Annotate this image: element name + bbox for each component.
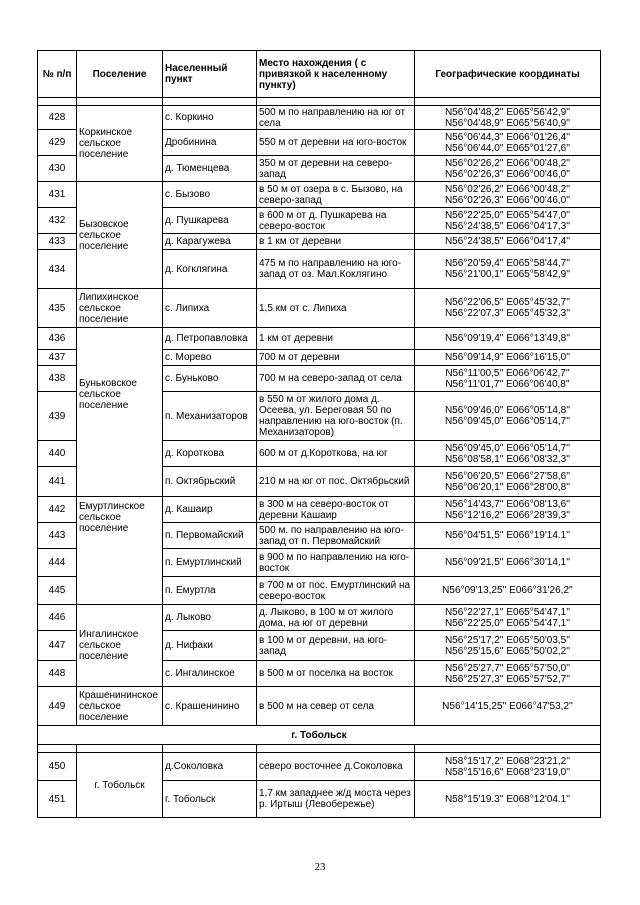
place-cell: п. Октябрьский xyxy=(163,467,257,497)
coords-cell: N58°15'17,2'' E068°23'21,2'' N58°15'16,6'' E068°23'19,0'' xyxy=(415,753,601,781)
row-num: 451 xyxy=(38,781,77,818)
table-header-row xyxy=(38,51,601,98)
location-cell: 350 м от деревни на северо-запад xyxy=(257,156,415,182)
location-cell: в 50 м от озера в с. Бызово, на северо-запад xyxy=(257,182,415,208)
section-title-tobolsk: г. Тобольск xyxy=(38,726,601,745)
location-cell: в 500 м от поселка на восток xyxy=(257,661,415,687)
header-location: Место нахождения ( с привязкой к населенному пункту) xyxy=(257,51,415,98)
location-cell: 1,5 км от с. Липиха xyxy=(257,289,415,328)
row-num: 444 xyxy=(38,549,77,577)
location-cell: в 700 м от пос. Емуртлинский на северо-восток xyxy=(257,577,415,605)
coords-cell: N56°25'27,7'' E065°57'50,0'' N56°25'27,3'' E065°57'52,7'' xyxy=(415,661,601,687)
location-cell: 500 м. по направлению на юго-запад от п. Первомайский xyxy=(257,523,415,549)
coords-cell: N56°14'43,7'' E066°08'13,6'' N56°12'16,2'' E066°28'39,3'' xyxy=(415,497,601,523)
table-row xyxy=(38,497,601,523)
table-row xyxy=(38,753,601,781)
row-num: 429 xyxy=(38,130,77,156)
coords-cell: N56°24'38,5'' E066°04'17,4'' xyxy=(415,234,601,250)
section-row xyxy=(38,726,601,745)
place-cell: п. Емуртлинский xyxy=(163,549,257,577)
place-cell: д.Соколовка xyxy=(163,753,257,781)
page-number: 23 xyxy=(314,861,326,873)
place-cell: д. Нифаки xyxy=(163,631,257,661)
place-cell: д. Пушкарева xyxy=(163,208,257,234)
location-cell: в 100 м от деревни, на юго-запад xyxy=(257,631,415,661)
header-settlement: Поселение xyxy=(77,51,163,98)
row-num: 435 xyxy=(38,289,77,328)
place-cell: п. Первомайский xyxy=(163,523,257,549)
row-num: 450 xyxy=(38,753,77,781)
location-cell: 700 м от деревни xyxy=(257,350,415,366)
location-cell: 210 м на юг от пос. Октябрьский xyxy=(257,467,415,497)
settlement-cell: Емуртлинское сельское поселение xyxy=(77,497,163,605)
coords-cell: N56°22'25,0'' E065°54'47,0'' N56°24'38,5'' E066°04'17,3'' xyxy=(415,208,601,234)
header-num: № п/п xyxy=(38,51,77,98)
location-cell: в 300 м на северо-восток от деревни Кашаир xyxy=(257,497,415,523)
coords-cell: N56°09'19,4'' E066°13'49,8'' xyxy=(415,328,601,350)
location-cell: 475 м по направлению на юго-запад от оз. Мал.Коклягино xyxy=(257,250,415,289)
table-row xyxy=(38,106,601,130)
place-cell: д. Когклягина xyxy=(163,250,257,289)
coords-cell: N56°09'13,25'' E066°31'26,2'' xyxy=(415,577,601,605)
coords-cell: N56°22'27,1'' E065°54'47,1'' N56°22'25,0'' E065°54'47,1'' xyxy=(415,605,601,631)
coords-cell: N56°02'26,2'' E066°00'48,2'' N56°02'26,3'' E066°00'46,0'' xyxy=(415,156,601,182)
location-cell: в 1 км от деревни xyxy=(257,234,415,250)
place-cell: с. Крашенинино xyxy=(163,687,257,726)
coords-cell: N56°22'06,5'' E065°45'32,7'' N56°22'07,3'' E065°45'32,3'' xyxy=(415,289,601,328)
row-num: 436 xyxy=(38,328,77,350)
row-num: 439 xyxy=(38,392,77,441)
coords-cell: N56°09'14,9'' E066°16'15,0'' xyxy=(415,350,601,366)
row-num: 437 xyxy=(38,350,77,366)
place-cell: г. Тобольск xyxy=(163,781,257,818)
location-cell: в 900 м по направлению на юго-восток xyxy=(257,549,415,577)
row-num: 433 xyxy=(38,234,77,250)
place-cell: д. Тюменцева xyxy=(163,156,257,182)
place-cell: с. Липиха xyxy=(163,289,257,328)
row-num: 430 xyxy=(38,156,77,182)
place-cell: д. Короткова xyxy=(163,441,257,467)
location-cell: в 550 м от жилого дома д. Осеева, ул. Береговая 50 по направлению на юго-восток (п. Механизаторов) xyxy=(257,392,415,441)
row-num: 432 xyxy=(38,208,77,234)
settlement-cell: Коркинское сельское поселение xyxy=(77,106,163,182)
place-cell: д. Карагужева xyxy=(163,234,257,250)
location-cell: д. Лыково, в 100 м от жилого дома, на юг от деревни xyxy=(257,605,415,631)
section-spacer-row xyxy=(38,745,601,753)
settlement-cell: Ингалинское сельское поселение xyxy=(77,605,163,687)
location-cell: 1,7 км западнее ж/д моста через р. Иртыш (Левобережье) xyxy=(257,781,415,818)
row-num: 447 xyxy=(38,631,77,661)
row-num: 434 xyxy=(38,250,77,289)
location-cell: северо восточнее д.Соколовка xyxy=(257,753,415,781)
coords-cell: N58°15'19.3'' E068°12'04.1'' xyxy=(415,781,601,818)
coords-cell: N56°11'00,5'' E066°06'42,7'' N56°11'01,7'' E066°06'40,8'' xyxy=(415,366,601,392)
place-cell: с. Морево xyxy=(163,350,257,366)
table-row xyxy=(38,289,601,328)
place-cell: д. Петропавловка xyxy=(163,328,257,350)
settlement-cell: г. Тобольск xyxy=(77,753,163,818)
row-num: 443 xyxy=(38,523,77,549)
row-num: 446 xyxy=(38,605,77,631)
coords-cell: N56°06'20,5'' E066°27'58,6'' N56°06'20,1'' E066°28'00,8'' xyxy=(415,467,601,497)
row-num: 448 xyxy=(38,661,77,687)
row-num: 445 xyxy=(38,577,77,605)
header-place: Населенный пункт xyxy=(163,51,257,98)
location-cell: 700 м на северо-запад от села xyxy=(257,366,415,392)
location-cell: в 600 м от д. Пушкарева на северо-восток xyxy=(257,208,415,234)
row-num: 428 xyxy=(38,106,77,130)
location-cell: 550 м от деревни на юго-восток xyxy=(257,130,415,156)
header-spacer-row xyxy=(38,98,601,106)
place-cell: д. Кашаир xyxy=(163,497,257,523)
coords-cell: N56°14'15,25'' E066°47'53,2'' xyxy=(415,687,601,726)
coords-cell: N56°09'46,0'' E066°05'14,8'' N56°09'45,0'' E066°05'14,7'' xyxy=(415,392,601,441)
place-cell: с. Ингалинское xyxy=(163,661,257,687)
table-row xyxy=(38,182,601,208)
row-num: 440 xyxy=(38,441,77,467)
coords-cell: N56°09'45,0'' E066°05'14,7'' N56°08'58,1'' E066°08'32,3'' xyxy=(415,441,601,467)
settlement-cell: Бызовское сельское поселение xyxy=(77,182,163,289)
settlement-cell: Крашенининское сельское поселение xyxy=(77,687,163,726)
table-row xyxy=(38,687,601,726)
settlement-cell: Буньковское сельское поселение xyxy=(77,328,163,497)
coords-cell: N56°25'17,2'' E065°50'03,5'' N56°25'15,6'' E065°50'02,2'' xyxy=(415,631,601,661)
table-row xyxy=(38,605,601,631)
place-cell: п. Механизаторов xyxy=(163,392,257,441)
row-num: 438 xyxy=(38,366,77,392)
sites-table xyxy=(37,50,601,818)
coords-cell: N56°06'44,3'' E066°01'26,4'' N56°06'44,0'' E065°01'27,6'' xyxy=(415,130,601,156)
place-cell: с. Коркино xyxy=(163,106,257,130)
place-cell: с. Буньково xyxy=(163,366,257,392)
coords-cell: N56°04'48,2'' E065°56'42,9'' N56°04'48,9'' E065°56'40,9'' xyxy=(415,106,601,130)
row-num: 431 xyxy=(38,182,77,208)
location-cell: 1 км от деревни xyxy=(257,328,415,350)
header-coords: Географические координаты xyxy=(415,51,601,98)
coords-cell: N56°20'59,4'' E065°58'44,7'' N56°21'00,1'' E065°58'42,9'' xyxy=(415,250,601,289)
place-cell: с. Бызово xyxy=(163,182,257,208)
coords-cell: N56°09'21,5'' E066°30'14,1'' xyxy=(415,549,601,577)
row-num: 442 xyxy=(38,497,77,523)
location-cell: в 500 м на север от села xyxy=(257,687,415,726)
coords-cell: N56°02'26,2'' E066°00'48,2'' N56°02'26,3'' E066°00'46,0'' xyxy=(415,182,601,208)
location-cell: 500 м по направлению на юг от села xyxy=(257,106,415,130)
row-num: 449 xyxy=(38,687,77,726)
location-cell: 600 м от д.Короткова, на юг xyxy=(257,441,415,467)
place-cell: Дробинина xyxy=(163,130,257,156)
place-cell: д. Лыково xyxy=(163,605,257,631)
coords-cell: N56°04'51,5'' E066°19'14.1'' xyxy=(415,523,601,549)
settlement-cell: Липихинское сельское поселение xyxy=(77,289,163,328)
place-cell: п. Емуртла xyxy=(163,577,257,605)
row-num: 441 xyxy=(38,467,77,497)
table-row xyxy=(38,328,601,350)
